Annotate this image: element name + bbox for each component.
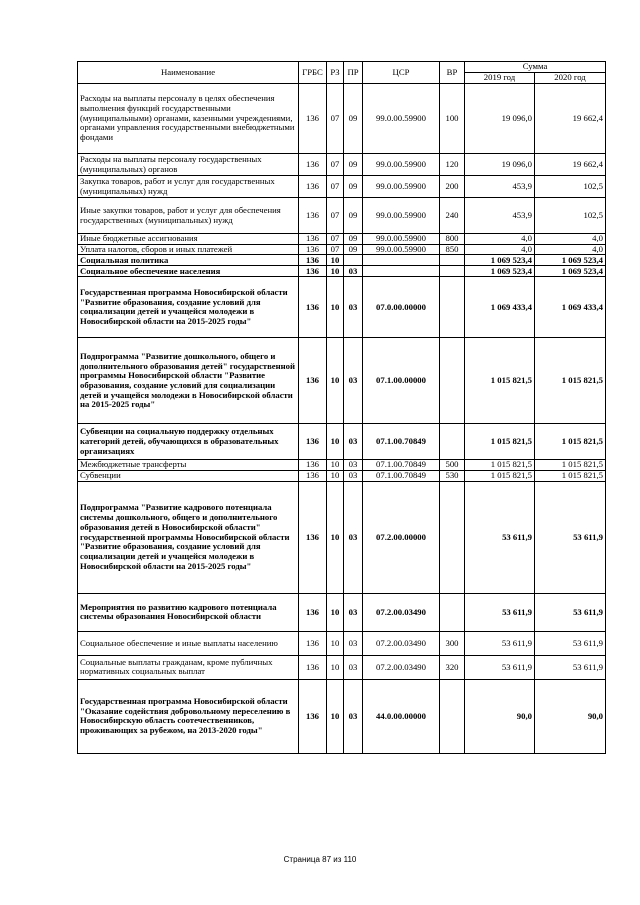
- row-vr: [440, 424, 465, 460]
- row-vr: 120: [440, 154, 465, 176]
- row-vr: 530: [440, 471, 465, 482]
- row-grbs: 136: [299, 234, 327, 245]
- row-sum-2019: 453,9: [465, 176, 535, 198]
- row-vr: 200: [440, 176, 465, 198]
- row-name: Иные бюджетные ассигнования: [78, 234, 299, 245]
- table-row: [78, 255, 606, 266]
- row-rz: 10: [327, 593, 344, 631]
- row-sum-2020: 19 662,4: [535, 84, 606, 154]
- row-sum-2019: 1 069 433,4: [465, 277, 535, 338]
- row-sum-2020: 1 069 523,4: [535, 266, 606, 277]
- row-sum-2019: 53 611,9: [465, 655, 535, 679]
- header-grbs: ГРБС: [299, 62, 327, 84]
- table-row: [78, 154, 606, 176]
- row-grbs: 136: [299, 593, 327, 631]
- row-csr: 07.0.00.00000: [363, 277, 440, 338]
- row-vr: 100: [440, 84, 465, 154]
- row-sum-2020: 90,0: [535, 679, 606, 753]
- row-name: Расходы на выплаты персоналу государственных (муниципальных) органов: [78, 154, 299, 176]
- row-sum-2019: 1 015 821,5: [465, 424, 535, 460]
- table-row: [78, 424, 606, 460]
- row-sum-2020: 1 015 821,5: [535, 471, 606, 482]
- row-vr: 850: [440, 244, 465, 255]
- table-row: [78, 234, 606, 245]
- row-name: Межбюджетные трансферты: [78, 460, 299, 471]
- row-csr: 99.0.00.59900: [363, 176, 440, 198]
- row-csr: 07.1.00.70849: [363, 424, 440, 460]
- row-name: Социальная политика: [78, 255, 299, 266]
- row-sum-2019: 4,0: [465, 244, 535, 255]
- row-sum-2020: 53 611,9: [535, 593, 606, 631]
- row-grbs: 136: [299, 277, 327, 338]
- row-sum-2020: 4,0: [535, 244, 606, 255]
- row-rz: 07: [327, 234, 344, 245]
- row-vr: [440, 338, 465, 424]
- row-vr: 300: [440, 631, 465, 655]
- row-csr: 07.1.00.70849: [363, 471, 440, 482]
- row-grbs: 136: [299, 266, 327, 277]
- row-pr: 09: [344, 84, 363, 154]
- row-pr: 03: [344, 481, 363, 593]
- row-sum-2020: 1 069 433,4: [535, 277, 606, 338]
- row-rz: 10: [327, 277, 344, 338]
- row-sum-2020: 102,5: [535, 198, 606, 234]
- row-grbs: 136: [299, 631, 327, 655]
- row-csr: 99.0.00.59900: [363, 154, 440, 176]
- row-grbs: 136: [299, 244, 327, 255]
- row-vr: [440, 266, 465, 277]
- row-sum-2020: 53 611,9: [535, 655, 606, 679]
- row-rz: 10: [327, 255, 344, 266]
- table-row: [78, 679, 606, 753]
- row-name: Иные закупки товаров, работ и услуг для обеспечения государственных (муниципальных) нужд: [78, 198, 299, 234]
- row-grbs: 136: [299, 176, 327, 198]
- row-sum-2019: 453,9: [465, 198, 535, 234]
- row-name: Государственная программа Новосибирской области "Оказание содействия добровольному переселению в Новосибирскую область соотечественников, проживающих за рубежом, на 2013-2020 годы": [78, 679, 299, 753]
- row-sum-2019: 1 015 821,5: [465, 471, 535, 482]
- table-row: [78, 471, 606, 482]
- row-name: Подпрограмма "Развитие дошкольного, общего и дополнительного образования детей" государственной программы Новосибирской области "Развитие образования, создание условий для социализации детей и учащейся молодежи в Новосибирской области на 2015-2025 годы": [78, 338, 299, 424]
- row-grbs: 136: [299, 424, 327, 460]
- row-rz: 07: [327, 244, 344, 255]
- row-vr: 800: [440, 234, 465, 245]
- row-grbs: 136: [299, 84, 327, 154]
- row-sum-2020: 1 015 821,5: [535, 338, 606, 424]
- row-pr: 03: [344, 277, 363, 338]
- header-rz: РЗ: [327, 62, 344, 84]
- row-rz: 10: [327, 655, 344, 679]
- row-rz: 10: [327, 424, 344, 460]
- row-csr: 99.0.00.59900: [363, 198, 440, 234]
- row-csr: 07.1.00.00000: [363, 338, 440, 424]
- table-row: [78, 655, 606, 679]
- table-row: [78, 244, 606, 255]
- table-row: [78, 338, 606, 424]
- row-name: Социальное обеспечение населения: [78, 266, 299, 277]
- table-row: [78, 176, 606, 198]
- row-pr: 03: [344, 338, 363, 424]
- row-grbs: 136: [299, 471, 327, 482]
- row-sum-2020: 1 015 821,5: [535, 460, 606, 471]
- row-grbs: 136: [299, 460, 327, 471]
- row-rz: 10: [327, 631, 344, 655]
- table-row: [78, 84, 606, 154]
- row-sum-2020: 53 611,9: [535, 481, 606, 593]
- header-csr: ЦСР: [363, 62, 440, 84]
- row-grbs: 136: [299, 255, 327, 266]
- row-grbs: 136: [299, 198, 327, 234]
- row-csr: 44.0.00.00000: [363, 679, 440, 753]
- row-rz: 10: [327, 460, 344, 471]
- row-sum-2020: 1 015 821,5: [535, 424, 606, 460]
- row-grbs: 136: [299, 679, 327, 753]
- table-row: [78, 277, 606, 338]
- row-name: Расходы на выплаты персоналу в целях обеспечения выполнения функций государственными (муниципальными) органами, казенными учреждениями, органами управления государственными внебюджетными фондами: [78, 84, 299, 154]
- table-row: [78, 593, 606, 631]
- row-rz: 07: [327, 176, 344, 198]
- row-rz: 10: [327, 471, 344, 482]
- row-sum-2019: 19 096,0: [465, 154, 535, 176]
- row-pr: 09: [344, 244, 363, 255]
- row-csr: 99.0.00.59900: [363, 84, 440, 154]
- row-sum-2019: 4,0: [465, 234, 535, 245]
- row-sum-2020: 4,0: [535, 234, 606, 245]
- row-rz: 10: [327, 481, 344, 593]
- row-pr: 03: [344, 593, 363, 631]
- row-name: Мероприятия по развитию кадрового потенциала системы образования Новосибирской области: [78, 593, 299, 631]
- header-sum: Сумма: [465, 62, 606, 73]
- row-vr: 240: [440, 198, 465, 234]
- row-pr: 03: [344, 631, 363, 655]
- row-name: Субвенции на социальную поддержку отдельных категорий детей, обучающихся в образовательных организациях: [78, 424, 299, 460]
- row-rz: 10: [327, 679, 344, 753]
- row-name: Субвенции: [78, 471, 299, 482]
- table-row: [78, 198, 606, 234]
- table-row: [78, 460, 606, 471]
- table-row: [78, 266, 606, 277]
- row-name: Закупка товаров, работ и услуг для государственных (муниципальных) нужд: [78, 176, 299, 198]
- row-rz: 07: [327, 84, 344, 154]
- row-sum-2019: 1 069 523,4: [465, 266, 535, 277]
- row-sum-2019: 53 611,9: [465, 481, 535, 593]
- header-year-2019: 2019 год: [465, 73, 535, 84]
- row-sum-2019: 1 015 821,5: [465, 338, 535, 424]
- header-year-2020: 2020 год: [535, 73, 606, 84]
- row-csr: 07.2.00.00000: [363, 481, 440, 593]
- row-pr: 09: [344, 198, 363, 234]
- row-csr: 07.2.00.03490: [363, 655, 440, 679]
- row-pr: 09: [344, 234, 363, 245]
- table-row: [78, 481, 606, 593]
- row-vr: 500: [440, 460, 465, 471]
- row-csr: 07.1.00.70849: [363, 460, 440, 471]
- row-grbs: 136: [299, 338, 327, 424]
- row-rz: 10: [327, 266, 344, 277]
- row-grbs: 136: [299, 655, 327, 679]
- budget-table: [77, 61, 606, 754]
- row-sum-2019: 53 611,9: [465, 631, 535, 655]
- row-name: Уплата налогов, сборов и иных платежей: [78, 244, 299, 255]
- row-vr: [440, 679, 465, 753]
- row-vr: 320: [440, 655, 465, 679]
- row-csr: 07.2.00.03490: [363, 631, 440, 655]
- row-sum-2020: 19 662,4: [535, 154, 606, 176]
- row-sum-2019: 1 015 821,5: [465, 460, 535, 471]
- page-footer: Страница 87 из 110: [283, 855, 357, 864]
- row-pr: 03: [344, 471, 363, 482]
- row-grbs: 136: [299, 154, 327, 176]
- row-name: Социальное обеспечение и иные выплаты населению: [78, 631, 299, 655]
- row-rz: 10: [327, 338, 344, 424]
- row-csr: 99.0.00.59900: [363, 234, 440, 245]
- row-csr: [363, 255, 440, 266]
- row-rz: 07: [327, 198, 344, 234]
- row-sum-2020: 53 611,9: [535, 631, 606, 655]
- row-grbs: 136: [299, 481, 327, 593]
- row-csr: 99.0.00.59900: [363, 244, 440, 255]
- row-pr: [344, 255, 363, 266]
- row-pr: 03: [344, 655, 363, 679]
- row-pr: 03: [344, 266, 363, 277]
- row-name: Государственная программа Новосибирской области "Развитие образования, создание условий для социализации детей и учащейся молодежи в Новосибирской области на 2015-2025 годы": [78, 277, 299, 338]
- row-pr: 09: [344, 176, 363, 198]
- row-vr: [440, 255, 465, 266]
- table-row: [78, 631, 606, 655]
- row-sum-2019: 19 096,0: [465, 84, 535, 154]
- row-pr: 03: [344, 679, 363, 753]
- header-name: Наименование: [78, 62, 299, 84]
- row-pr: 09: [344, 154, 363, 176]
- row-csr: [363, 266, 440, 277]
- row-pr: 03: [344, 424, 363, 460]
- row-name: Подпрограмма "Развитие кадрового потенциала системы дошкольного, общего и дополнительного образования детей в Новосибирской области" государственной программы Новосибирской области "Развитие образования, создание условий для социализации детей и учащейся молодежи в Новосибирской области на 2015-2025 годы": [78, 481, 299, 593]
- row-rz: 07: [327, 154, 344, 176]
- row-sum-2019: 1 069 523,4: [465, 255, 535, 266]
- row-sum-2020: 102,5: [535, 176, 606, 198]
- row-sum-2019: 90,0: [465, 679, 535, 753]
- row-sum-2020: 1 069 523,4: [535, 255, 606, 266]
- row-vr: [440, 277, 465, 338]
- row-sum-2019: 53 611,9: [465, 593, 535, 631]
- row-pr: 03: [344, 460, 363, 471]
- row-vr: [440, 481, 465, 593]
- row-name: Социальные выплаты гражданам, кроме публичных нормативных социальных выплат: [78, 655, 299, 679]
- row-vr: [440, 593, 465, 631]
- header-vr: ВР: [440, 62, 465, 84]
- row-csr: 07.2.00.03490: [363, 593, 440, 631]
- header-pr: ПР: [344, 62, 363, 84]
